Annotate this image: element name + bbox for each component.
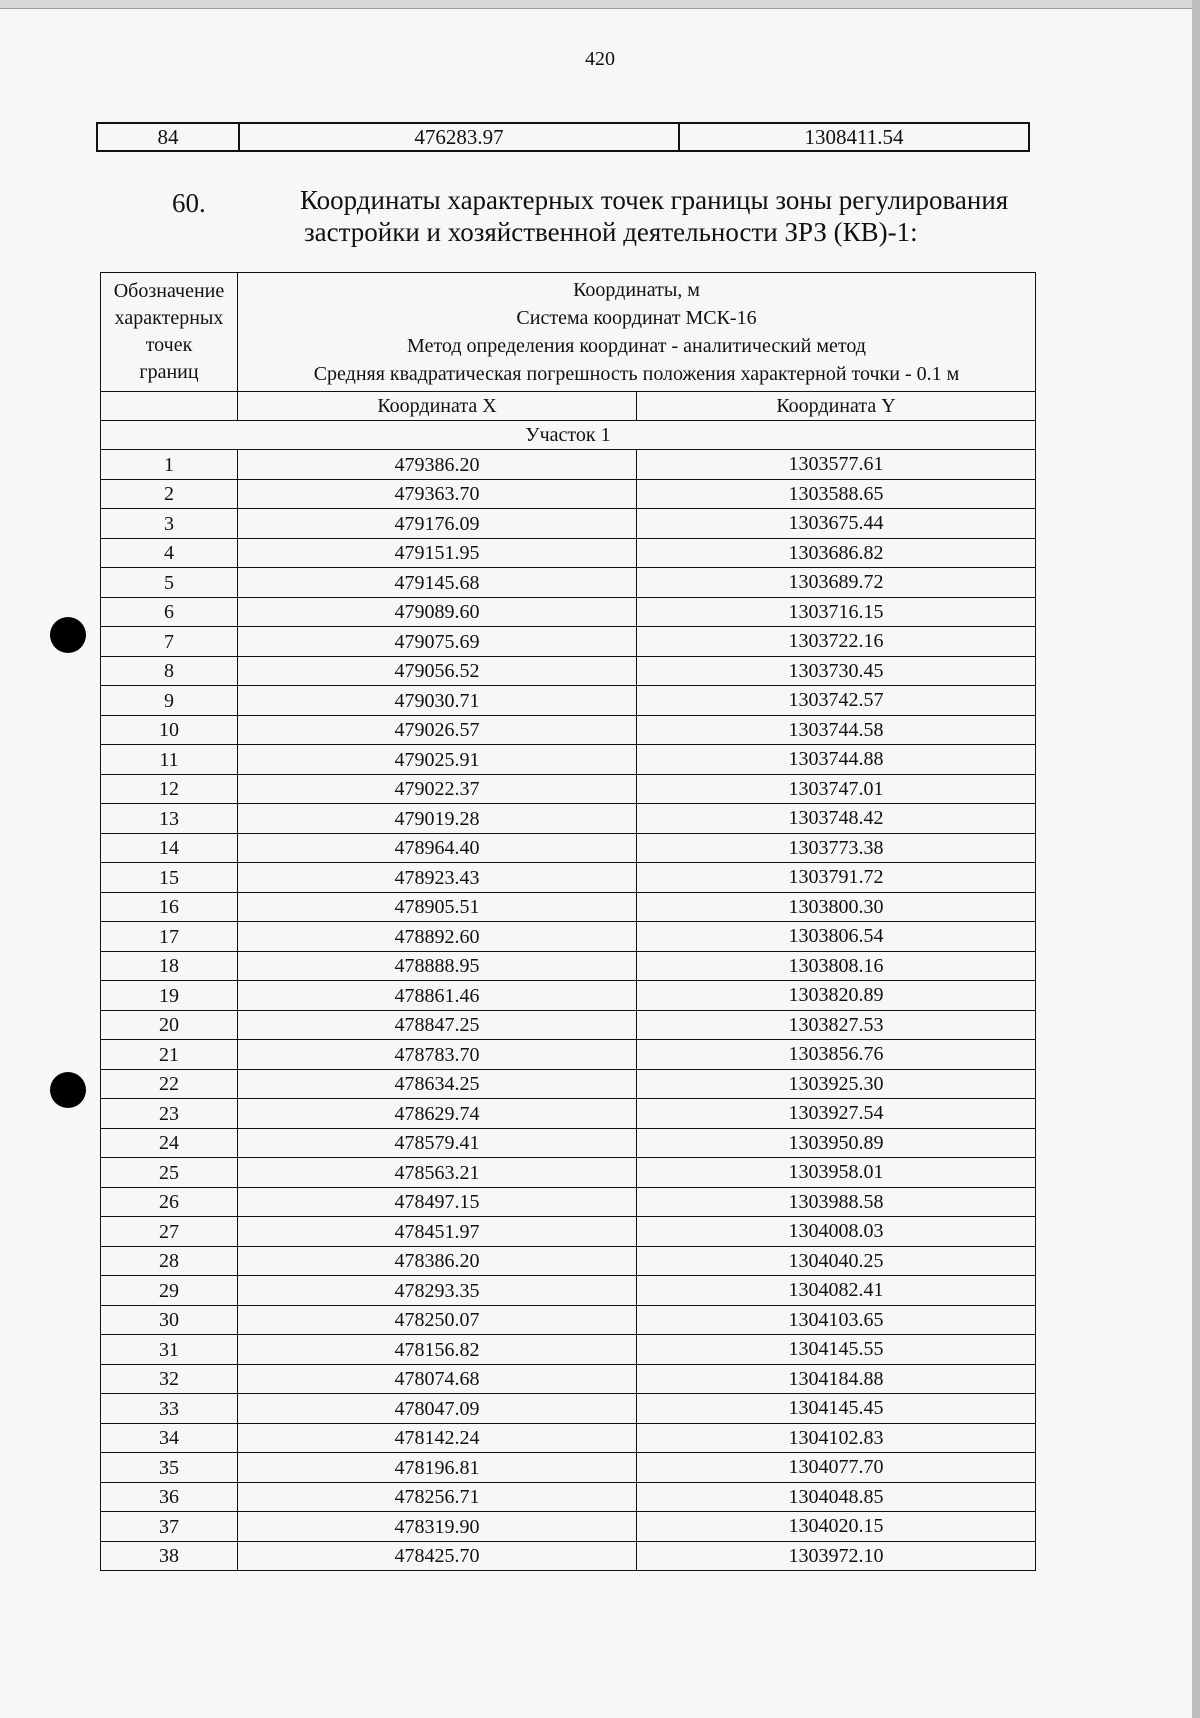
coord-y: 1303730.45	[637, 656, 1036, 686]
coord-x: 479145.68	[238, 568, 637, 598]
table-row	[101, 951, 1036, 981]
table-row	[101, 981, 1036, 1011]
section-row	[101, 421, 1036, 450]
coord-y: 1303716.15	[637, 597, 1036, 627]
table-row	[101, 1276, 1036, 1306]
header-left-line: точек	[145, 334, 193, 356]
table-row	[101, 450, 1036, 480]
point-number: 5	[101, 568, 238, 598]
point-number: 10	[101, 715, 238, 745]
coord-x: 478964.40	[238, 833, 637, 863]
coord-x: 478250.07	[238, 1305, 637, 1335]
table-row	[101, 804, 1036, 834]
point-number: 25	[101, 1158, 238, 1188]
coord-x: 479176.09	[238, 509, 637, 539]
coord-x: 478563.21	[238, 1158, 637, 1188]
table-row	[101, 627, 1036, 657]
coord-y: 1304077.70	[637, 1453, 1036, 1483]
table-row	[101, 1541, 1036, 1571]
table-row	[101, 656, 1036, 686]
coord-y: 1303675.44	[637, 509, 1036, 539]
coord-x: 479075.69	[238, 627, 637, 657]
coord-y: 1303744.88	[637, 745, 1036, 775]
point-number: 12	[101, 774, 238, 804]
point-number: 26	[101, 1187, 238, 1217]
coord-y: 1303856.76	[637, 1040, 1036, 1070]
point-number: 33	[101, 1394, 238, 1424]
point-number: 23	[101, 1099, 238, 1129]
table-row	[101, 1512, 1036, 1542]
table-row	[101, 568, 1036, 598]
coord-y: 1303972.10	[637, 1541, 1036, 1571]
table-row	[101, 479, 1036, 509]
coord-x: 478923.43	[238, 863, 637, 893]
coord-x: 479056.52	[238, 656, 637, 686]
coord-y: 1303744.58	[637, 715, 1036, 745]
coord-x: 478156.82	[238, 1335, 637, 1365]
coord-y: 1303827.53	[637, 1010, 1036, 1040]
table-row	[101, 538, 1036, 568]
coord-x: 478047.09	[238, 1394, 637, 1424]
coord-y: 1304184.88	[637, 1364, 1036, 1394]
coord-x: 478196.81	[238, 1453, 637, 1483]
point-number: 9	[101, 686, 238, 716]
coord-y: 1304102.83	[637, 1423, 1036, 1453]
coord-y: 1303747.01	[637, 774, 1036, 804]
header-left-line: Обозначение	[113, 280, 225, 302]
header-left-line: границ	[139, 361, 199, 383]
punch-hole	[50, 617, 86, 653]
point-number: 21	[101, 1040, 238, 1070]
table-row	[101, 1099, 1036, 1129]
table-row	[101, 1217, 1036, 1247]
header-coord-x: Координата X	[238, 392, 637, 421]
point-number: 7	[101, 627, 238, 657]
coord-x: 478319.90	[238, 1512, 637, 1542]
point-number: 4	[101, 538, 238, 568]
coord-y: 1303820.89	[637, 981, 1036, 1011]
coord-y: 1303806.54	[637, 922, 1036, 952]
header-coordinates	[238, 273, 1036, 392]
point-number: 84	[97, 123, 239, 151]
coord-y: 1303577.61	[637, 450, 1036, 480]
table-row	[101, 745, 1036, 775]
point-number: 3	[101, 509, 238, 539]
point-number: 15	[101, 863, 238, 893]
header-right-line: Координаты, м	[573, 279, 700, 301]
coord-x: 478634.25	[238, 1069, 637, 1099]
coord-x: 478847.25	[238, 1010, 637, 1040]
point-number: 6	[101, 597, 238, 627]
coord-x: 478783.70	[238, 1040, 637, 1070]
table-row	[101, 1187, 1036, 1217]
table-row	[101, 1305, 1036, 1335]
coord-x: 479025.91	[238, 745, 637, 775]
coord-x: 478579.41	[238, 1128, 637, 1158]
coord-x: 479026.57	[238, 715, 637, 745]
point-number: 18	[101, 951, 238, 981]
coord-y: 1303748.42	[637, 804, 1036, 834]
section-title-line2: застройки и хозяйственной деятельности ЗРЗ (КВ)-1:	[304, 217, 918, 247]
coord-x: 479363.70	[238, 479, 637, 509]
scan-top-edge	[0, 0, 1200, 9]
coord-x: 478293.35	[238, 1276, 637, 1306]
coord-x: 478497.15	[238, 1187, 637, 1217]
table-row	[101, 1246, 1036, 1276]
coord-x: 478451.97	[238, 1217, 637, 1247]
table-row	[101, 833, 1036, 863]
coord-x: 478142.24	[238, 1423, 637, 1453]
coord-y: 1304103.65	[637, 1305, 1036, 1335]
table-row	[101, 892, 1036, 922]
point-number: 2	[101, 479, 238, 509]
table-row	[101, 1040, 1036, 1070]
subheader-empty	[101, 392, 238, 421]
table-row	[101, 1335, 1036, 1365]
point-number: 14	[101, 833, 238, 863]
coordinates-table	[100, 272, 1036, 1571]
coord-y: 1303950.89	[637, 1128, 1036, 1158]
point-number: 24	[101, 1128, 238, 1158]
section-title-line1: Координаты характерных точек границы зоны регулирования	[300, 185, 1009, 215]
coord-y: 1303722.16	[637, 627, 1036, 657]
header-right-line: Метод определения координат - аналитический метод	[407, 335, 866, 357]
coord-y: 1303773.38	[637, 833, 1036, 863]
header-right-line: Система координат МСК-16	[516, 307, 757, 329]
header-row	[101, 273, 1036, 392]
previous-table-continuation	[96, 122, 1030, 152]
table-row	[101, 774, 1036, 804]
point-number: 28	[101, 1246, 238, 1276]
point-number: 11	[101, 745, 238, 775]
coord-x: 478888.95	[238, 951, 637, 981]
header-left-line: характерных	[114, 307, 224, 329]
coord-y: 1303800.30	[637, 892, 1036, 922]
point-number: 37	[101, 1512, 238, 1542]
coord-y: 1303686.82	[637, 538, 1036, 568]
point-number: 30	[101, 1305, 238, 1335]
coord-y: 1308411.54	[679, 123, 1029, 151]
coord-y: 1303588.65	[637, 479, 1036, 509]
table-row	[101, 1069, 1036, 1099]
coord-y: 1303742.57	[637, 686, 1036, 716]
table-row	[101, 1364, 1036, 1394]
coord-x: 478386.20	[238, 1246, 637, 1276]
coord-y: 1304145.45	[637, 1394, 1036, 1424]
header-coord-y: Координата Y	[637, 392, 1036, 421]
point-number: 27	[101, 1217, 238, 1247]
point-number: 16	[101, 892, 238, 922]
point-number: 22	[101, 1069, 238, 1099]
table-row	[101, 863, 1036, 893]
point-number: 13	[101, 804, 238, 834]
coord-y: 1304008.03	[637, 1217, 1036, 1247]
point-number: 38	[101, 1541, 238, 1571]
coord-x: 479386.20	[238, 450, 637, 480]
table-row	[101, 715, 1036, 745]
coord-x: 478074.68	[238, 1364, 637, 1394]
point-number: 8	[101, 656, 238, 686]
coord-x: 479030.71	[238, 686, 637, 716]
point-number: 31	[101, 1335, 238, 1365]
section-label: Участок 1	[101, 421, 1036, 450]
section-number: 60.	[172, 188, 206, 218]
coord-y: 1304020.15	[637, 1512, 1036, 1542]
coord-x: 478905.51	[238, 892, 637, 922]
table-row	[101, 1158, 1036, 1188]
header-point-designation	[101, 273, 238, 392]
table-row	[101, 686, 1036, 716]
coord-y: 1303791.72	[637, 863, 1036, 893]
page-number: 420	[585, 48, 615, 70]
coord-x: 478629.74	[238, 1099, 637, 1129]
section-title	[300, 184, 1070, 248]
coord-x: 478892.60	[238, 922, 637, 952]
table-row	[97, 123, 1029, 151]
coord-y: 1303808.16	[637, 951, 1036, 981]
coord-y: 1304048.85	[637, 1482, 1036, 1512]
table-row	[101, 1453, 1036, 1483]
coord-y: 1303927.54	[637, 1099, 1036, 1129]
coord-y: 1303958.01	[637, 1158, 1036, 1188]
table-row	[101, 1128, 1036, 1158]
coord-x: 478425.70	[238, 1541, 637, 1571]
header-right-line: Средняя квадратическая погрешность положения характерной точки - 0.1 м	[313, 363, 960, 385]
table-row	[101, 1423, 1036, 1453]
table-row	[101, 597, 1036, 627]
subheader-row	[101, 392, 1036, 421]
coord-y: 1304082.41	[637, 1276, 1036, 1306]
coord-x: 479151.95	[238, 538, 637, 568]
coord-x: 478256.71	[238, 1482, 637, 1512]
coord-x: 478861.46	[238, 981, 637, 1011]
table-row	[101, 922, 1036, 952]
table-row	[101, 1010, 1036, 1040]
table-row	[101, 509, 1036, 539]
point-number: 19	[101, 981, 238, 1011]
scan-right-edge	[1192, 0, 1200, 1718]
point-number: 34	[101, 1423, 238, 1453]
point-number: 35	[101, 1453, 238, 1483]
point-number: 17	[101, 922, 238, 952]
point-number: 29	[101, 1276, 238, 1306]
coord-x: 479019.28	[238, 804, 637, 834]
coord-y: 1304040.25	[637, 1246, 1036, 1276]
point-number: 32	[101, 1364, 238, 1394]
table-row	[101, 1394, 1036, 1424]
coord-y: 1303689.72	[637, 568, 1036, 598]
point-number: 36	[101, 1482, 238, 1512]
coord-x: 476283.97	[239, 123, 679, 151]
coord-y: 1303925.30	[637, 1069, 1036, 1099]
coord-x: 479089.60	[238, 597, 637, 627]
table-row	[101, 1482, 1036, 1512]
coord-y: 1304145.55	[637, 1335, 1036, 1365]
coord-y: 1303988.58	[637, 1187, 1036, 1217]
coord-x: 479022.37	[238, 774, 637, 804]
point-number: 1	[101, 450, 238, 480]
punch-hole	[50, 1072, 86, 1108]
point-number: 20	[101, 1010, 238, 1040]
